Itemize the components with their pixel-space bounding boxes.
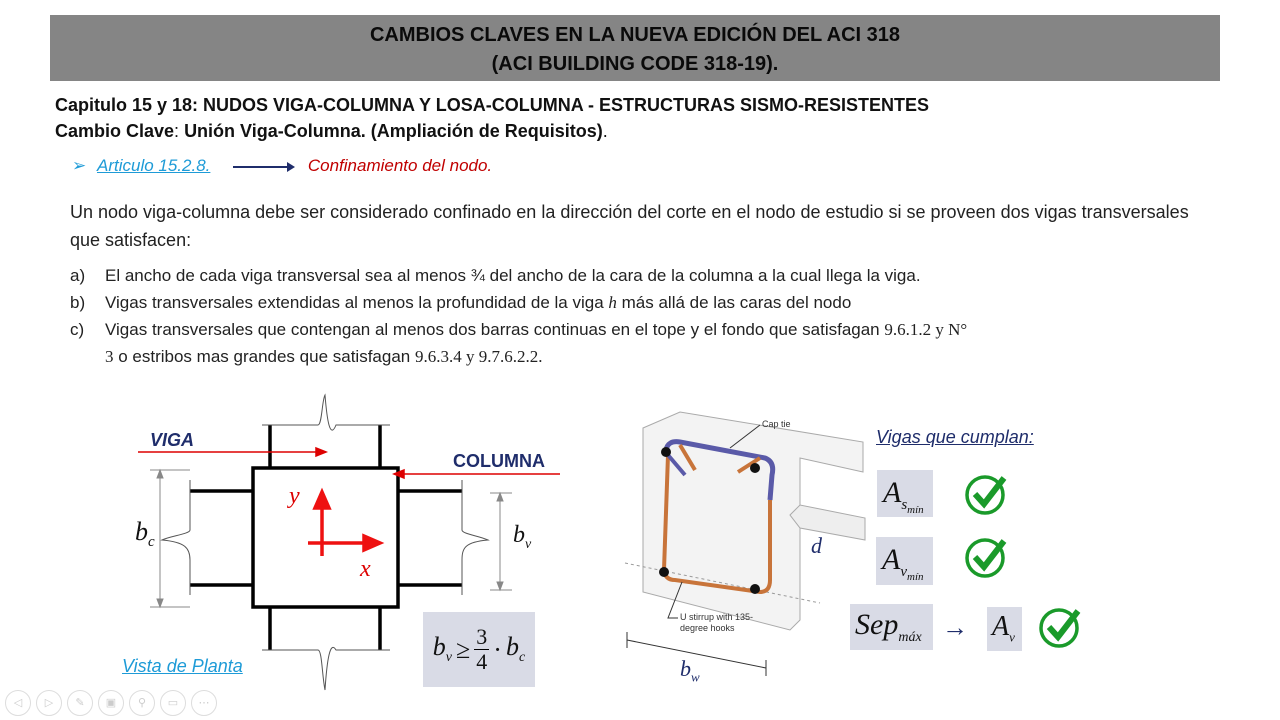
list-text: El ancho de cada viga transversal sea al menos ¾ del ancho de la cara de la columna a la cual llega la viga. <box>105 266 921 285</box>
math-ref: 9.6.3.4 y 9.7.6.2.2. <box>414 347 543 366</box>
bc-symbol: b <box>135 517 148 546</box>
sub: v <box>445 650 453 666</box>
list-marker: b) <box>70 293 86 312</box>
formula-lhs <box>433 632 452 666</box>
av-box <box>987 607 1022 651</box>
as-min-box <box>877 470 933 517</box>
min: mín <box>907 571 924 583</box>
next-slide-button[interactable]: ▷ <box>36 690 62 716</box>
bc-label <box>135 517 155 551</box>
key-change-value: Unión Viga-Columna <box>184 121 361 141</box>
check-icon <box>964 472 1010 518</box>
article-description: Confinamiento del nodo. <box>307 156 493 175</box>
fraction <box>474 625 489 674</box>
av-min-box <box>876 537 933 585</box>
bullet-arrow-icon: ➢ <box>72 156 87 175</box>
numerator: 3 <box>476 624 488 649</box>
v: v <box>1009 629 1015 645</box>
bv-subscript: v <box>525 536 532 552</box>
bv-symbol: b <box>513 522 525 548</box>
key-change-rest: . (Ampliación de Requisitos) <box>360 121 603 141</box>
math-ref: 3 <box>105 347 114 366</box>
key-change-label: Cambio Clave <box>55 121 175 141</box>
dot: · <box>493 634 502 664</box>
formula-rhs <box>506 632 525 666</box>
slide-title-line1: CAMBIOS CLAVES EN LA NUEVA EDICIÓN DEL ACI 318 <box>369 24 901 46</box>
math-ref: 9.6.1.2 y N° <box>884 320 968 339</box>
as-symbol: A <box>883 476 902 509</box>
sep-symbol: Sep <box>855 608 899 641</box>
d-label: d <box>811 533 822 558</box>
stirrup-line1: U stirrup with 135- <box>680 612 754 622</box>
period: . <box>602 121 608 141</box>
cap-tie-label: Cap tie <box>762 419 791 429</box>
bw-label <box>680 656 700 685</box>
subtitles-button[interactable]: ▭ <box>160 690 186 716</box>
bv: b <box>432 632 446 662</box>
av-symbol: A <box>992 611 1010 642</box>
as-sub <box>901 497 924 516</box>
columna-label: COLUMNA <box>453 451 545 471</box>
bw-subscript: w <box>691 669 700 685</box>
sep-max-box <box>850 604 933 650</box>
zoom-button[interactable]: ⚲ <box>129 690 155 716</box>
previous-slide-button[interactable]: ◁ <box>5 690 31 716</box>
bc-subscript: c <box>148 534 155 551</box>
slides-overview-button[interactable]: ▣ <box>98 690 124 716</box>
y-axis-label: y <box>289 483 300 509</box>
stirrup-line2: degree hooks <box>680 623 735 633</box>
math-h: h <box>608 293 617 312</box>
beam-section-figure <box>625 412 865 676</box>
gte-sign: ≥ <box>456 634 471 664</box>
list-text: Vigas transversales que contengan al menos dos barras continuas en el tope y el fondo que satisfagan <box>105 320 880 339</box>
stirrup-label <box>680 612 753 634</box>
av-sub <box>900 564 924 583</box>
bc: b <box>505 632 519 662</box>
bw-symbol: b <box>680 656 691 681</box>
article-link[interactable]: Articulo 15.2.8. <box>96 156 211 175</box>
chapter-heading: Capitulo 15 y 18: NUDOS VIGA-COLUMNA Y LOSA-COLUMNA - ESTRUCTURAS SISMO-RESISTENTES <box>55 95 930 115</box>
list-marker: a) <box>70 266 86 285</box>
check-icon <box>964 535 1010 581</box>
x-axis-label: x <box>360 556 371 582</box>
colon: : <box>174 121 185 141</box>
formula-box <box>423 612 535 687</box>
pen-tool-button[interactable]: ✎ <box>67 690 93 716</box>
requirements-title: Vigas que cumplan: <box>876 427 1034 447</box>
av-symbol: A <box>882 543 901 576</box>
sub: c <box>518 650 526 666</box>
paragraph: Un nodo viga-columna debe ser considerado confinado en la dirección del corte en el nodo de estudio si se proveen dos vigas transversales que satisfacen: <box>70 202 1189 250</box>
arrow-icon: → <box>942 612 968 642</box>
plan-caption: Vista de Planta <box>122 656 243 676</box>
list-text: más allá de las caras del nodo <box>621 293 852 312</box>
max: máx <box>898 630 922 645</box>
list-marker: c) <box>70 320 85 339</box>
s: s <box>901 497 908 513</box>
list-text: o estribos mas grandes que satisfagan <box>118 347 411 366</box>
bv-label <box>513 522 531 553</box>
v: v <box>900 564 907 580</box>
axes-arrows <box>308 492 380 556</box>
more-options-button[interactable]: ⋯ <box>191 690 217 716</box>
slide-title-line2: (ACI BUILDING CODE 318-19). <box>491 53 779 75</box>
check-icon <box>1038 604 1084 650</box>
min: mín <box>907 504 924 516</box>
column-square <box>253 468 398 607</box>
list-text: Vigas transversales extendidas al menos la profundidad de la viga <box>105 293 604 312</box>
viga-label: VIGA <box>150 430 195 450</box>
denominator: 4 <box>476 649 488 674</box>
